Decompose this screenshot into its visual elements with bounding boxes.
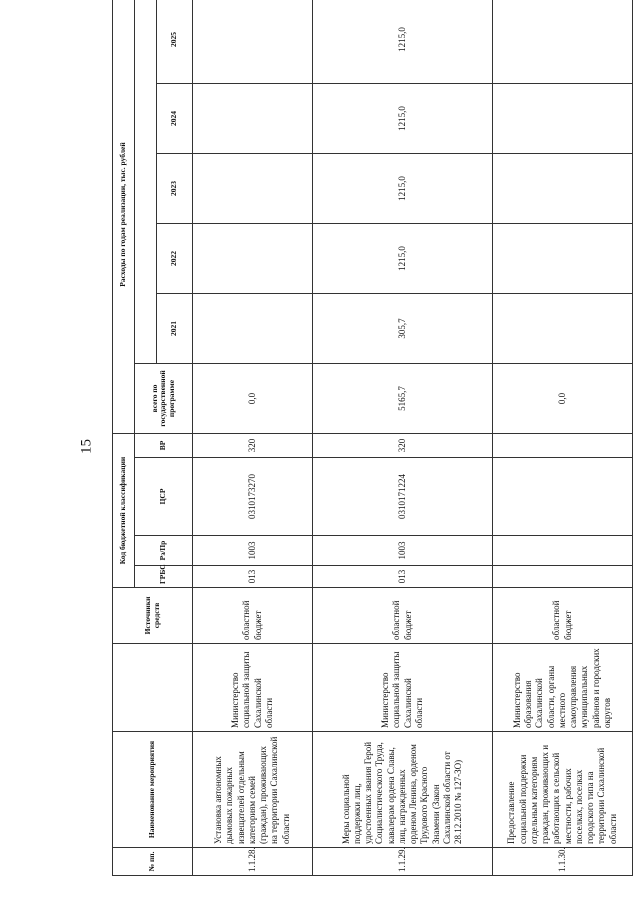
rotated-table-wrapper: [112, 16, 632, 876]
header-code-group: Код бюджетной классификации: [113, 434, 135, 588]
cell-vr: [493, 434, 633, 458]
cell-csr: [493, 458, 633, 536]
cell-vr: 320: [193, 434, 313, 458]
header-vr: ВР: [135, 434, 193, 458]
cell-2023: [193, 154, 313, 224]
cell-2021: [193, 294, 313, 364]
header-year-2023: 2023: [157, 154, 193, 224]
cell-name: Меры социальной поддержки лиц, удостоенных звания Герой Социалистического Труда, кавалерам ордена Славы, лиц, награжденных орденом Ленина, орденом Трудового Красного Знамени (Закон Сахалинской области от 28.12.2010 № 127-ЗО): [313, 732, 493, 848]
cell-total: 0,0: [493, 364, 633, 434]
header-year-2021: 2021: [157, 294, 193, 364]
cell-2025: [493, 0, 633, 84]
header-source: Источники средств: [113, 588, 193, 644]
cell-executor: Министерство социальной защиты Сахалинской области: [313, 644, 493, 732]
cell-source: областной бюджет: [193, 588, 313, 644]
cell-2022: [493, 224, 633, 294]
header-years-spacer: [135, 0, 157, 364]
cell-name: Установка автономных дымовых пожарных извещателей отдельным категориям семей (граждан), проживающих на территории Сахалинской области: [193, 732, 313, 848]
cell-csr: 0310173270: [193, 458, 313, 536]
cell-grbs: 013: [313, 566, 493, 588]
table-row: [193, 0, 313, 876]
cell-num: 1.1.29.: [313, 848, 493, 876]
header-grbs: ГРБС: [135, 566, 193, 588]
cell-total: 0,0: [193, 364, 313, 434]
header-years-group: Расходы по годам реализации, тыс. рублей: [113, 0, 135, 434]
header-rzpr: Рз/Пр: [135, 536, 193, 566]
cell-num: 1.1.30.: [493, 848, 633, 876]
cell-rzpr: 1003: [313, 536, 493, 566]
cell-2022: 1215,0: [313, 224, 493, 294]
header-name: Наименование мероприятия: [113, 732, 193, 848]
table-row: [493, 0, 633, 876]
cell-executor: Министерство образования Сахалинской области, органы местного самоуправления муниципальных районов и городских округов: [493, 644, 633, 732]
cell-2025: 1215,0: [313, 0, 493, 84]
header-num: № пп.: [113, 848, 193, 876]
cell-executor: Министерство социальной защиты Сахалинской области: [193, 644, 313, 732]
cell-name: Предоставление социальной поддержки отдельным категориям граждан, проживающих и работающих в сельской местности, рабочих поселках, поселках городского типа на территории Сахалинской области: [493, 732, 633, 848]
cell-num: 1.1.28.: [193, 848, 313, 876]
header-year-2024: 2024: [157, 84, 193, 154]
cell-grbs: 013: [193, 566, 313, 588]
cell-2022: [193, 224, 313, 294]
header-executor: [113, 644, 193, 732]
cell-2023: 1215,0: [313, 154, 493, 224]
cell-source: областной бюджет: [493, 588, 633, 644]
cell-vr: 320: [313, 434, 493, 458]
cell-2024: [193, 84, 313, 154]
cell-csr: 0310171224: [313, 458, 493, 536]
header-row-1: [113, 0, 135, 876]
cell-grbs: [493, 566, 633, 588]
header-csr: ЦСР: [135, 458, 193, 536]
header-year-2022: 2022: [157, 224, 193, 294]
cell-2023: [493, 154, 633, 224]
cell-2024: 1215,0: [313, 84, 493, 154]
cell-rzpr: [493, 536, 633, 566]
cell-2021: 305,7: [313, 294, 493, 364]
cell-2025: [193, 0, 313, 84]
expense-table: [112, 0, 633, 876]
page-number: 15: [78, 439, 95, 454]
cell-total: 5165,7: [313, 364, 493, 434]
cell-2024: [493, 84, 633, 154]
header-year-2025: 2025: [157, 0, 193, 84]
header-total: всего по государственной программе: [135, 364, 193, 434]
cell-source: областной бюджет: [313, 588, 493, 644]
cell-rzpr: 1003: [193, 536, 313, 566]
table-row: [313, 0, 493, 876]
cell-2021: [493, 294, 633, 364]
